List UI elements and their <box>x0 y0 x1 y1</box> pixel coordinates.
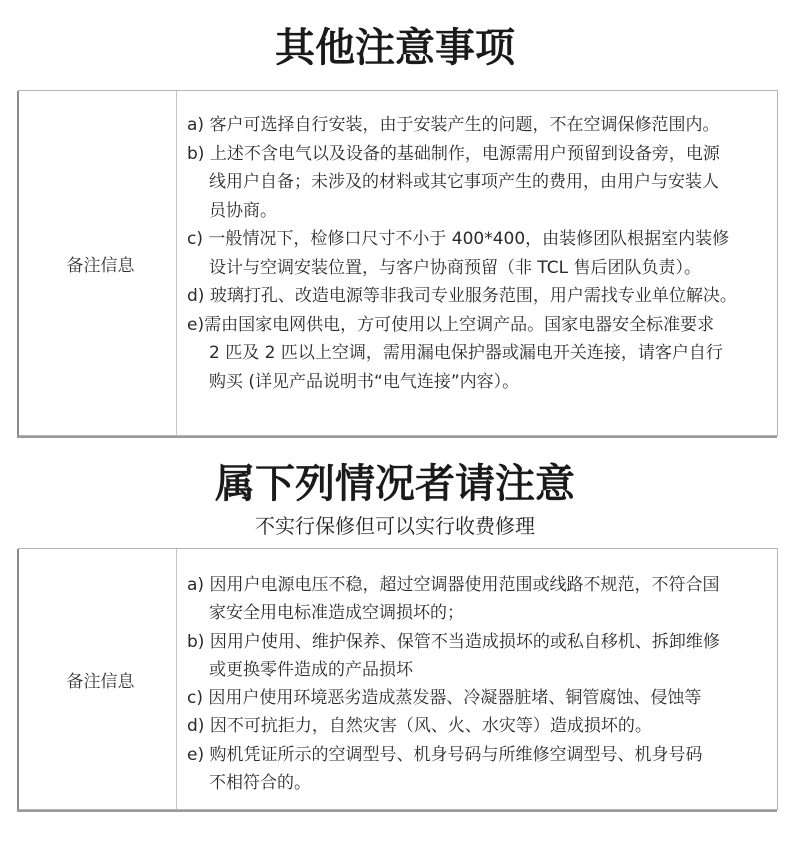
remarks-label: 备注信息 <box>19 91 177 435</box>
note-line: b) 因用户使用、维护保养、保管不当造成损坏的或私自移机、拆卸维修 <box>187 631 720 652</box>
note-line: c) 因用户使用环境恶劣造成蒸发器、冷凝器脏堵、铜管腐蚀、侵蚀等 <box>187 688 702 709</box>
remarks-content <box>177 91 777 435</box>
note-item-d <box>187 282 773 311</box>
section-title-attention: 属下列情况者请注意 <box>215 461 575 507</box>
note-line: 购买 (详见产品说明书“电气连接”内容）。 <box>209 371 520 392</box>
notes-table-attention <box>18 548 778 810</box>
note-line: 设计与空调安装位置，与客户协商预留（非 TCL 售后团队负责）。 <box>209 257 702 278</box>
section-title-other-notes: 其他注意事项 <box>275 25 515 71</box>
note-item-c <box>187 225 773 282</box>
note-line: a) 客户可选择自行安装，由于安装产生的问题，不在空调保修范围内。 <box>187 115 720 135</box>
note-line: c) 一般情况下，检修口尺寸不小于 400*400，由装修团队根据室内装修 <box>187 229 730 249</box>
note-line: d) 因不可抗拒力，自然灾害（风、火、水灾等）造成损坏的。 <box>187 716 652 737</box>
note-item-b <box>187 628 773 685</box>
note-line: 或更换零件造成的产品损坏 <box>209 659 413 680</box>
note-item-b <box>187 140 773 226</box>
note-line: e)需由国家电网供电，方可使用以上空调产品。国家电器安全标准要求 <box>187 314 715 335</box>
note-item-d <box>187 712 773 740</box>
note-item-a <box>187 571 773 628</box>
note-line: 不相符合的。 <box>209 773 311 794</box>
note-item-e <box>187 741 773 798</box>
note-item-a <box>187 111 773 140</box>
note-line: a) 因用户电源电压不稳，超过空调器使用范围或线路不规范，不符合国 <box>187 575 720 595</box>
note-line: 线用户自备；未涉及的材料或其它事项产生的费用，由用户与安装人 <box>209 172 719 192</box>
note-item-e <box>187 311 773 397</box>
remarks-label: 备注信息 <box>19 549 177 809</box>
note-line: 家安全用电标准造成空调损坏的； <box>209 603 464 624</box>
section-subtitle: 不实行保修但可以实行收费修理 <box>255 514 535 538</box>
note-line: 2 匹及 2 匹以上空调，需用漏电保护器或漏电开关连接，请客户自行 <box>209 343 723 363</box>
note-line: 员协商。 <box>209 200 277 221</box>
notes-table-other <box>18 90 778 436</box>
note-line: e) 购机凭证所示的空调型号、机身号码与所维修空调型号、机身号码 <box>187 744 703 765</box>
note-line: b) 上述不含电气以及设备的基础制作，电源需用户预留到设备旁，电源 <box>187 143 720 164</box>
note-item-c <box>187 684 773 712</box>
remarks-content <box>177 549 777 809</box>
note-line: d) 玻璃打孔、改造电源等非我司专业服务范围，用户需找专业单位解决。 <box>187 286 737 306</box>
